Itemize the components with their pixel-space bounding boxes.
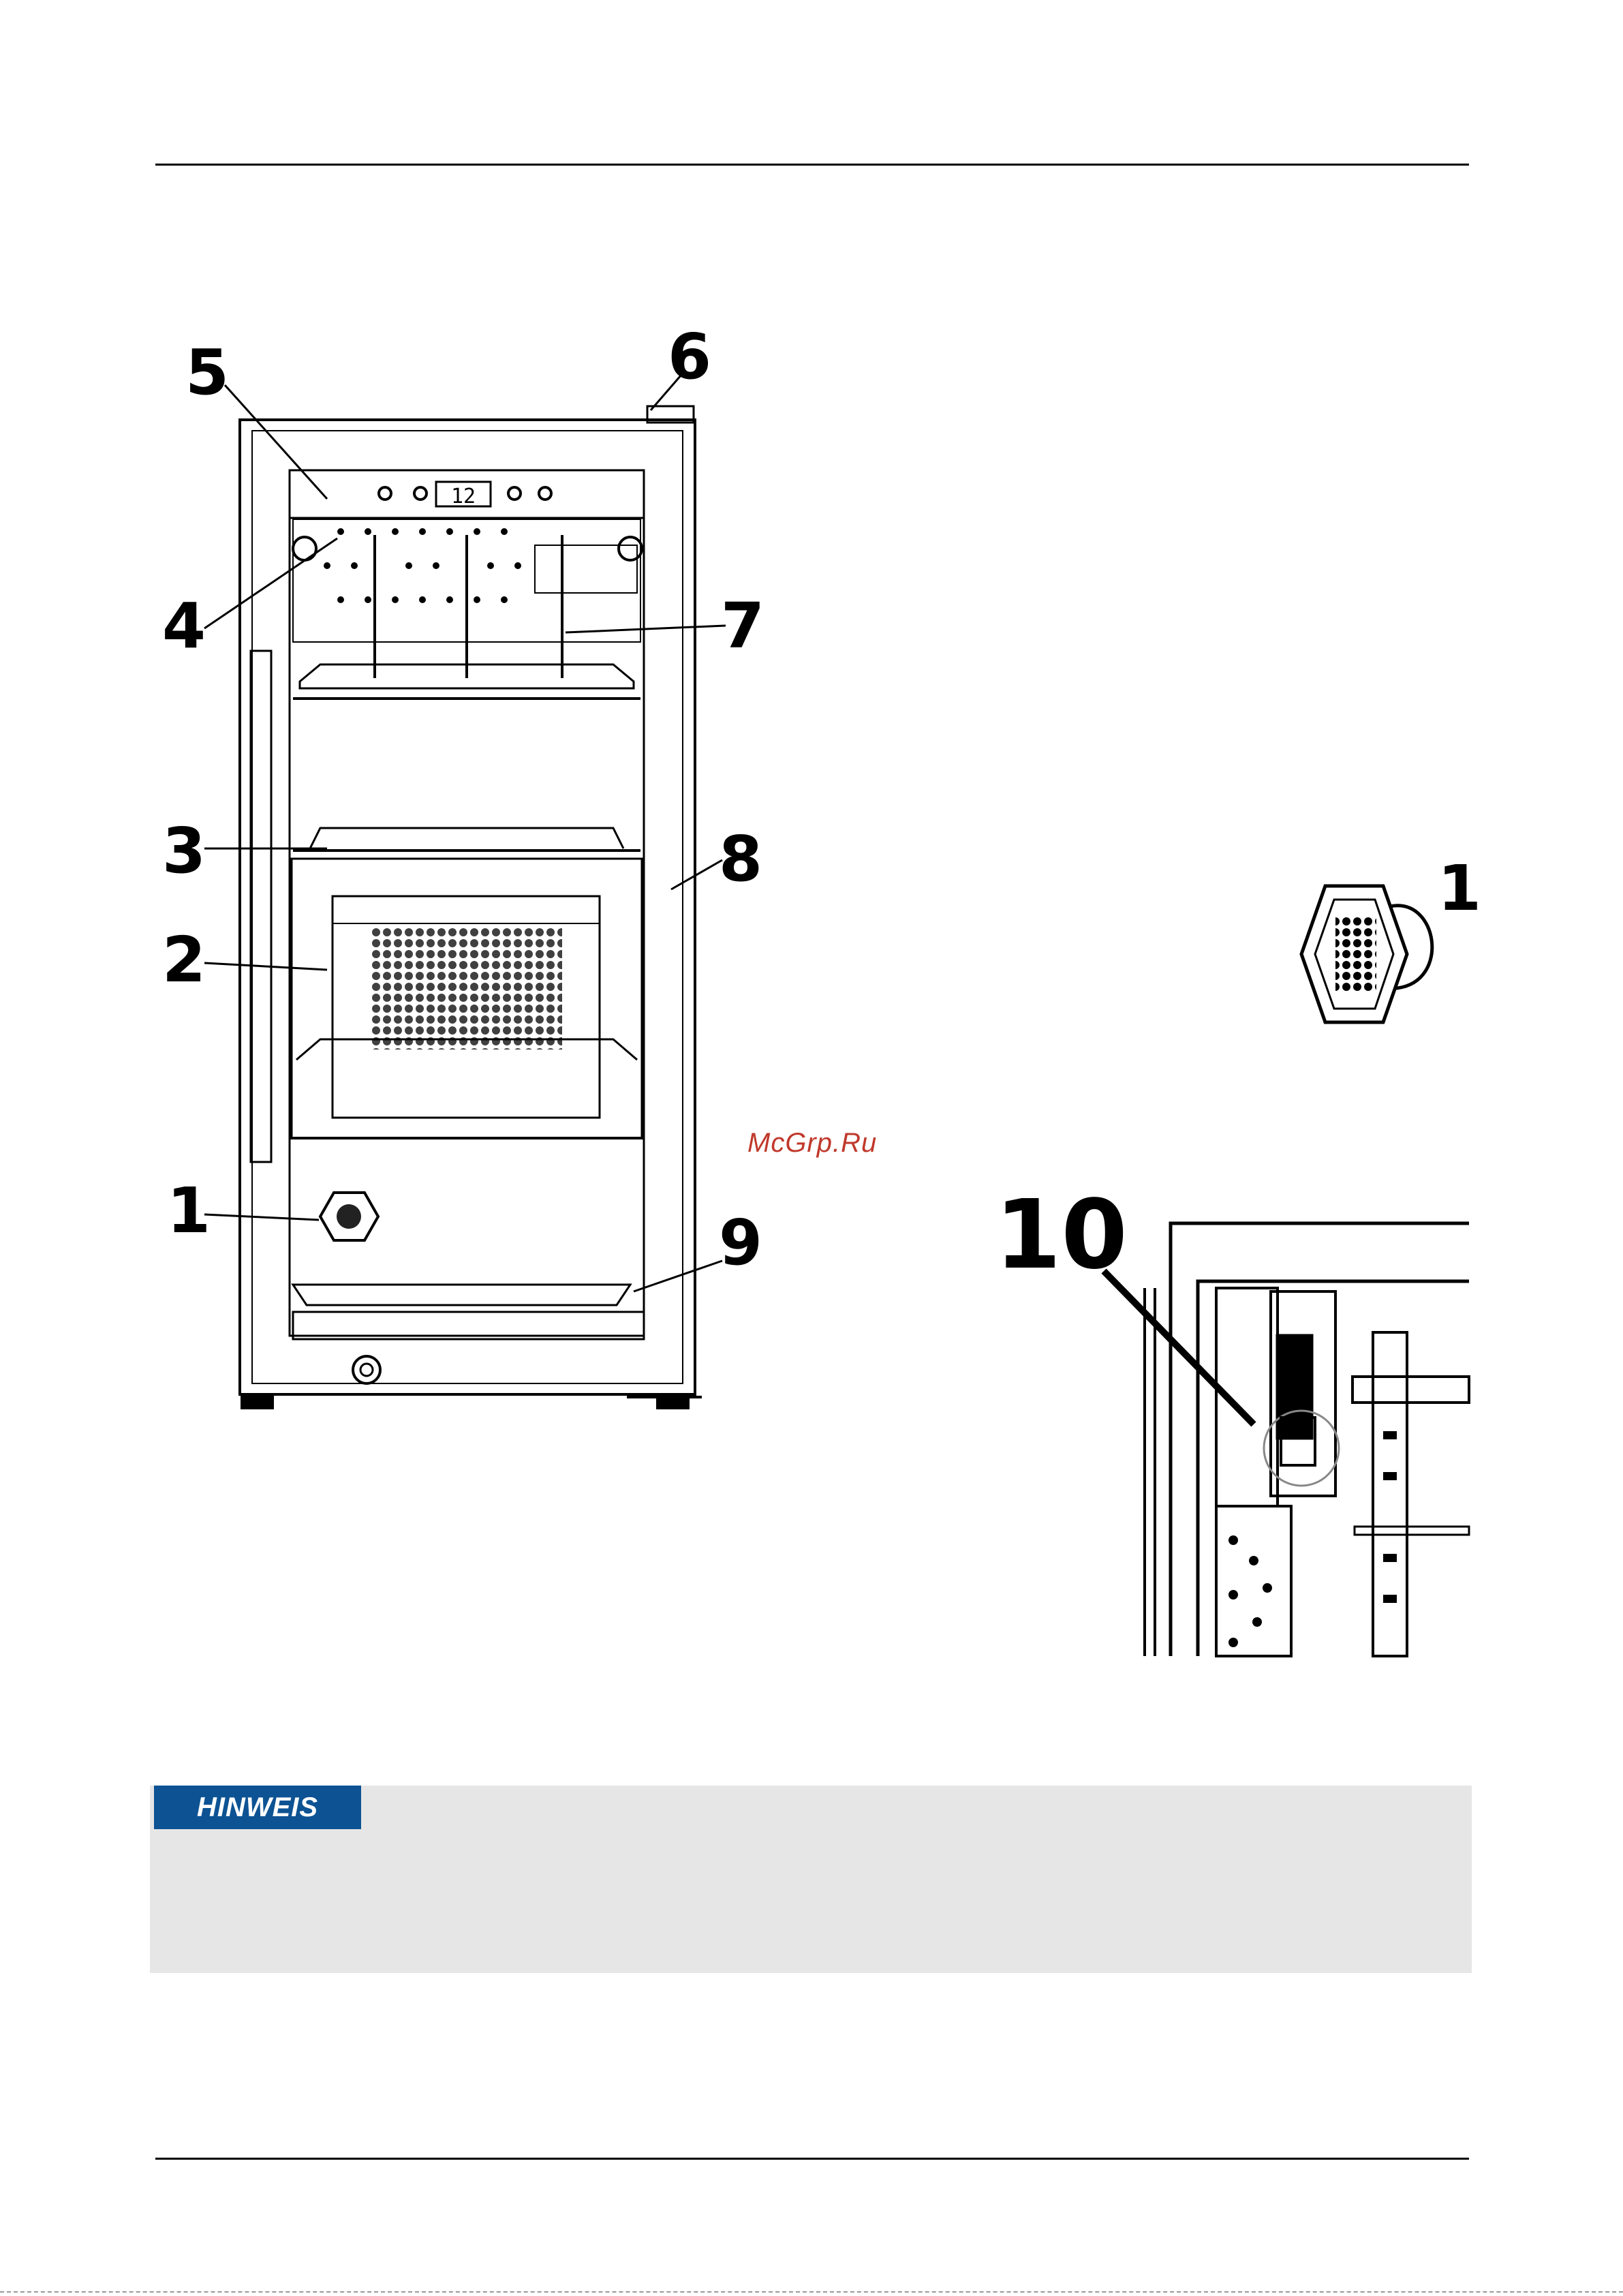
- callout-7: 7: [721, 590, 765, 662]
- callout-10: 10: [995, 1180, 1128, 1291]
- callout-2: 2: [162, 923, 206, 996]
- door-lock: [353, 1356, 380, 1383]
- footer-rule: [155, 2158, 1469, 2160]
- notice-badge: HINWEIS: [154, 1786, 361, 1829]
- callout-6: 6: [668, 320, 712, 393]
- callout-4: 4: [162, 590, 206, 662]
- callout-3: 3: [162, 814, 206, 887]
- callout-1: 1: [167, 1174, 211, 1247]
- watermark: McGrp.Ru: [747, 1128, 878, 1158]
- temperature-display-value: 12: [450, 485, 476, 508]
- callout-8: 8: [719, 823, 763, 896]
- drip-tray: [293, 1285, 630, 1305]
- door-handle: [251, 651, 271, 1162]
- section-detail: [1104, 1223, 1469, 1656]
- page-edge: [0, 2291, 1623, 2293]
- callout-5: 5: [185, 336, 230, 409]
- callout-9: 9: [719, 1206, 763, 1279]
- notice-box: [150, 1786, 1472, 1973]
- callout-detail-1: 1: [1438, 852, 1482, 925]
